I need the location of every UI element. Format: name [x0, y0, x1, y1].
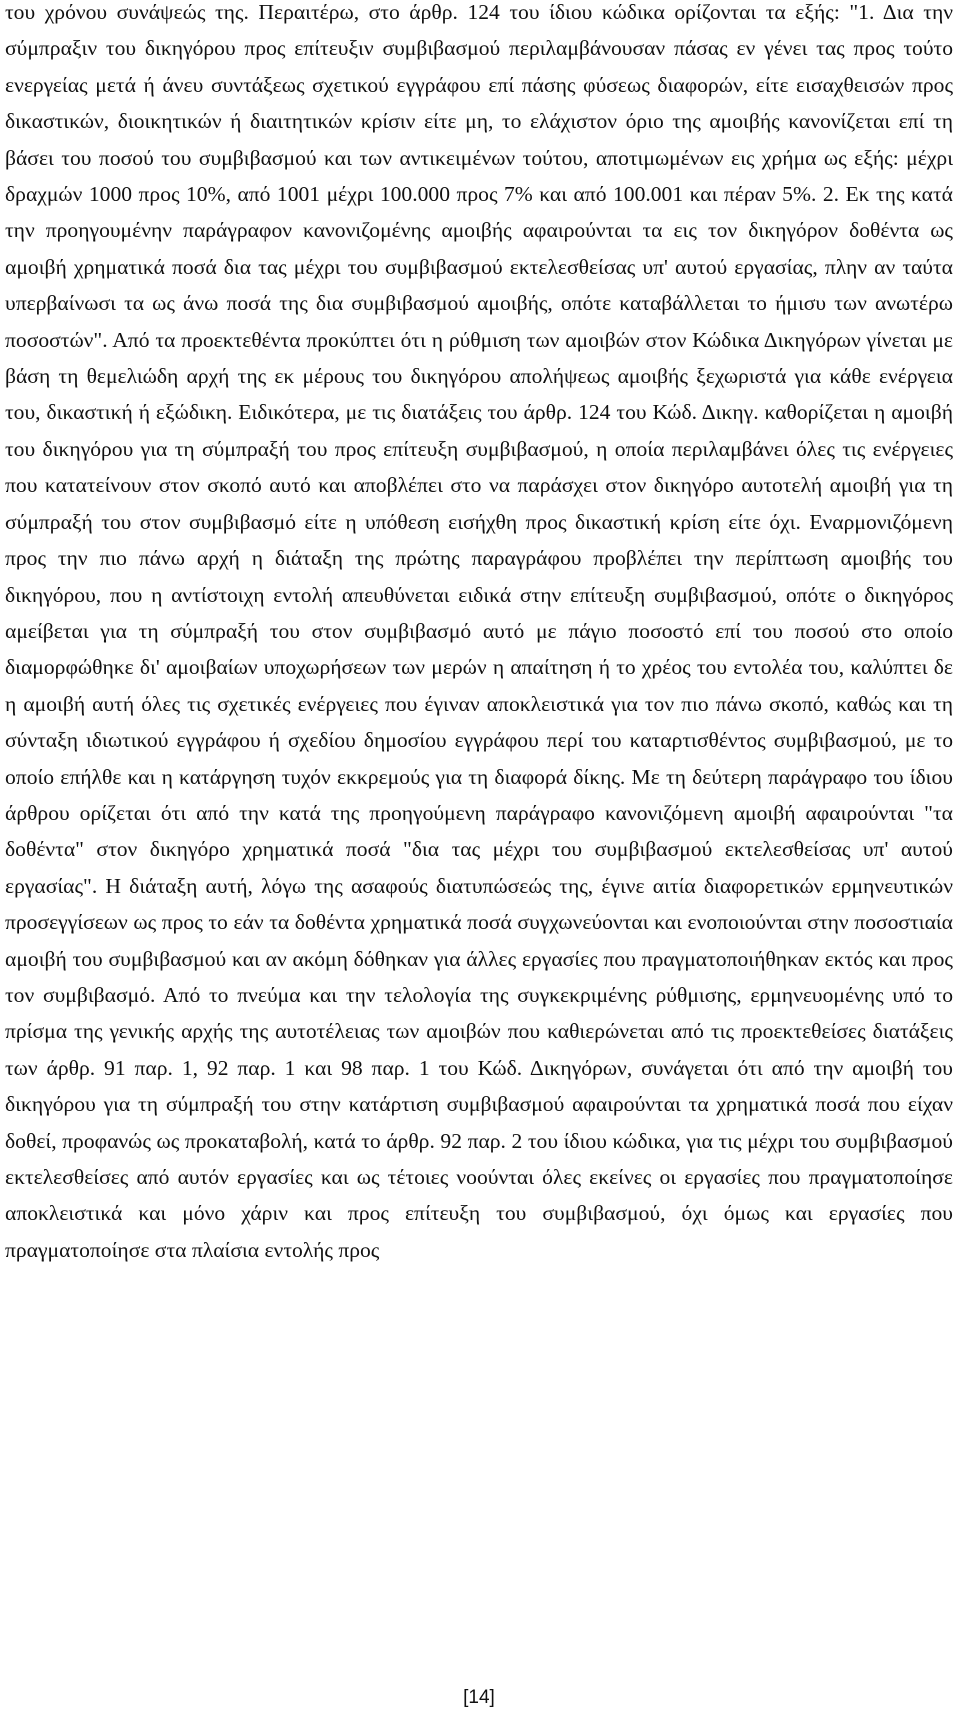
- page-number: [14]: [463, 1687, 495, 1708]
- body-text: [5, 0, 953, 1268]
- text-segment-3: Εναρμονιζόμενη προς την πιο πάνω αρχή η διάταξη της πρώτης παραγράφου προβλέπει την περίπτωση αμοιβής του δικηγόρου, που η αντίστοιχη εντολή απευθύνεται ειδικά στην επίτευξη συμβιβασμού, οπότε ο δικηγόρος αμείβεται για τη σύμπραξή του στον συμβιβασμό αυτό με πάγιο ποσοστό επί του ποσού στο οποίο διαμορφώθηκε δι' αμοιβαίων υποχωρήσεων των μερών η απαίτηση ή το χρέος του εντολέα του, καλύπτει δε η αμοιβή αυτή όλες τις σχετικές ενέργειες που έγιναν αποκλειστικά για τον πιο πάνω σκοπό, καθώς και τη σύνταξη ιδιωτικού εγγράφου ή σχεδίου δημοσίου εγγράφου περί του καταρτισθέντος συμβιβασμού, με το οποίο επήλθε και η κατάργηση τυχόν εκκρεμούς για τη διαφορά δίκης.: [5, 509, 953, 789]
- text-segment-2: Από τα προεκτεθέντα προκύπτει ότι η ρύθμιση των αμοιβών στον Κώδικα Δικηγόρων γίνεται με βάση τη θεμελιώδη αρχή της εκ μέρους του δικηγόρου απολήψεως αμοιβής ξεχωριστά για κάθε ενέργεια του, δικαστική ή εξώδικη. Ειδικότερα, με τις διατάξεις του άρθρ. 124 του Κώδ. Δικηγ. καθορίζεται η αμοιβή του δικηγόρου για τη σύμπραξή του προς επίτευξη συμβιβασμού, η οποία περιλαμβάνει όλες τις ενέργειες που κατατείνουν στον σκοπό αυτό και αποβλέπει στο να παράσχει στον δικηγόρο αυτοτελή αμοιβή για τη σύμπραξή του στον συμβιβασμό είτε η υπόθεση εισήχθη προς δικαστική κρίση είτε όχι.: [5, 327, 953, 534]
- text-segment-1: του χρόνου συνάψεώς της. Περαιτέρω, στο άρθρ. 124 του ίδιου κώδικα ορίζονται τα εξής: "1. Δια την σύμπραξιν του δικηγόρου προς επίτευξιν συμβιβασμού περιλαμβάνουσαν πάσας εν γένει τας προς τούτο ενεργείας μετά ή άνευ συντάξεως σχετικού εγγράφου επί πάσης φύσεως διαφορών, είτε εισαχθεισών προς δικαστικών, διοικητικών ή διαιτητικών κρίσιν είτε μη, το ελάχιστον όριο της αμοιβής κανονίζεται επί τη βάσει του ποσού του συμβιβασμού και των αντικειμένων τούτου, αποτιμωμένων εις χρήμα ως εξής: μέχρι δραχμών 1000 προς 10%, από 1001 μέχρι 100.000 προς 7% και από 100.001 και πέραν 5%. 2. Εκ της κατά την προηγουμένην παράγραφον κανονιζομένης αμοιβής αφαιρούνται τα εις τον δικηγόρον δοθέντα ως αμοιβή χρηματικά ποσά δια τας μέχρι του συμβιβασμού εκτελεσθείσας υπ' αυτού εργασίας, πλην αν ταύτα υπερβαίνωσι τα ως άνω ποσά της δια συμβιβασμού αμοιβής, οπότε καταβάλλεται το ήμισυ των ανωτέρω ποσοστών".: [5, 0, 953, 352]
- document-page: [5, 0, 953, 1717]
- text-segment-6: Από το πνεύμα και την τελολογία της συγκεκριμένης ρύθμισης, ερμηνευομένης υπό το πρίσμα της γενικής αρχής της αυτοτέλειας των αμοιβών που καθιερώνεται από τις προεκτεθείσες διατάξεις των άρθρ. 91 παρ. 1, 92 παρ. 1 και 98 παρ. 1 του Κώδ. Δικηγόρων, συνάγεται ότι από την αμοιβή του δικηγόρου για τη σύμπραξή του στην κατάρτιση συμβιβασμού αφαιρούνται τα χρηματικά ποσά που είχαν δοθεί, προφανώς ως προκαταβολή, κατά το άρθρ. 92 παρ. 2 του ίδιου κώδικα, για τις μέχρι του συμβιβασμού εκτελεσθείσες από αυτόν εργασίες και ως τέτοιες νοούνται όλες εκείνες οι εργασίες που πραγματοποίησε αποκλειστικά και μόνο χάριν και προς επίτευξη του συμβιβασμού, όχι όμως και εργασίες που πραγματοποίησε στα πλαίσια εντολής προς: [5, 982, 953, 1262]
- text-segment-5: Η διάταξη αυτή, λόγω της ασαφούς διατυπώσεώς της, έγινε αιτία διαφορετικών ερμηνευτικών προσεγγίσεων ως προς το εάν τα δοθέντα χρηματικά ποσά συγχωνεύονται και ενοποιούνται στην ποσοστιαία αμοιβή του συμβιβασμού και αν ακόμη δόθηκαν για άλλες εργασίες που πραγματοποιήθηκαν εκτός και προς τον συμβιβασμό.: [5, 873, 953, 1007]
- text-segment-4: Με τη δεύτερη παράγραφο του ίδιου άρθρου ορίζεται ότι από την κατά της προηγούμενη παράγραφο κανονιζόμενη αμοιβή αφαιρούνται "τα δοθέντα" στον δικηγόρο χρηματικά ποσά "δια τας μέχρι του συμβιβασμού εκτελεσθείσας υπ' αυτού εργασίας".: [5, 764, 953, 898]
